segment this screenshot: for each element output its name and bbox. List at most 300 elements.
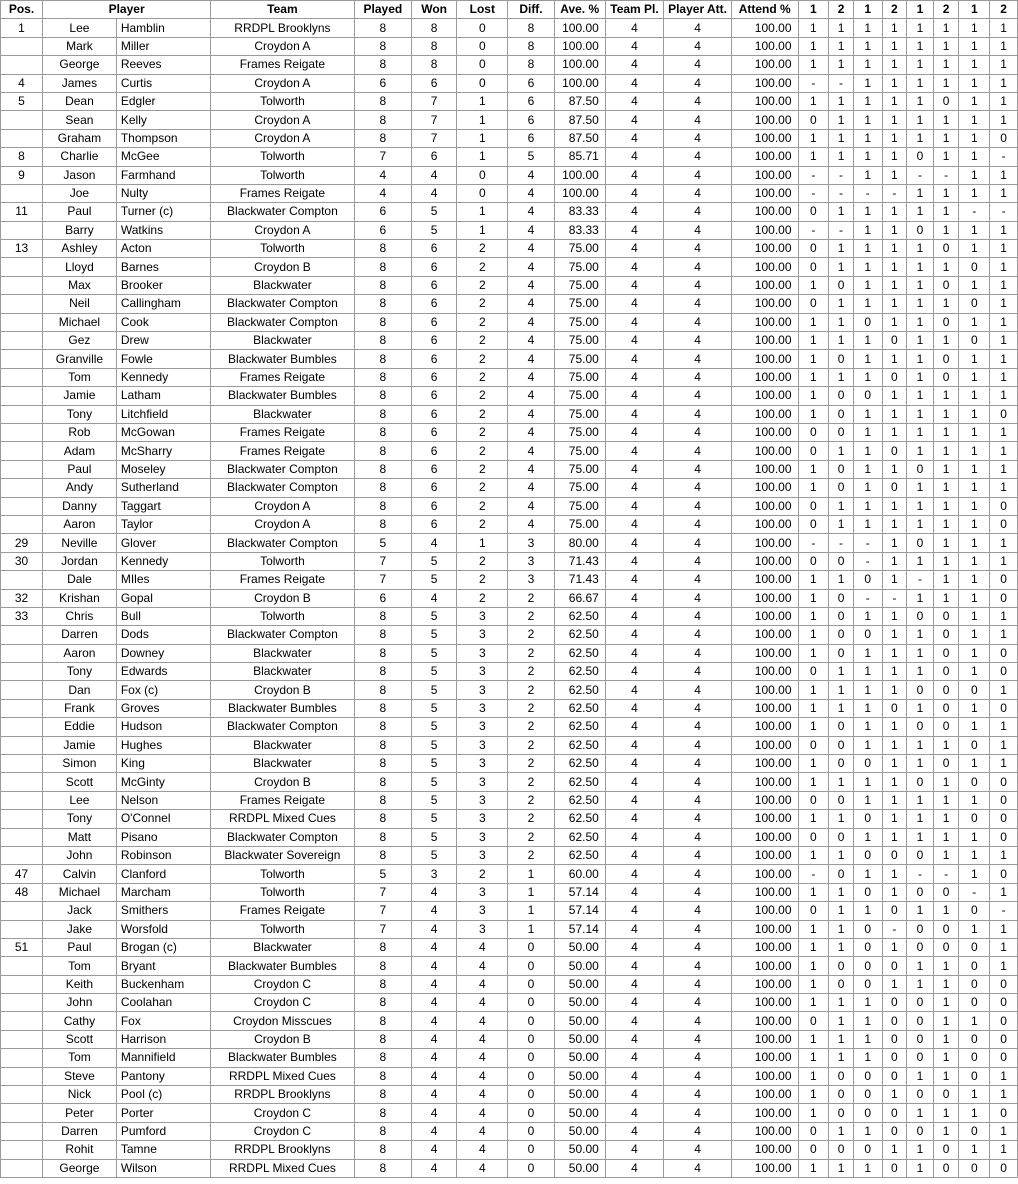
- round-result-cell: 1: [933, 497, 959, 515]
- team-pl-cell: 4: [605, 129, 663, 147]
- round-result-cell: 0: [798, 240, 829, 258]
- diff-cell: 3: [508, 534, 554, 552]
- first-name-cell: Barry: [43, 221, 117, 239]
- round-result-cell: 1: [907, 957, 934, 975]
- last-name-cell: Taylor: [116, 515, 210, 533]
- round-result-cell: 1: [829, 37, 854, 55]
- ave-cell: 75.00: [554, 387, 605, 405]
- attend-cell: 100.00: [731, 332, 798, 350]
- round-result-cell: 1: [990, 74, 1018, 92]
- team-cell: Croydon C: [211, 1122, 355, 1140]
- round-result-cell: 1: [959, 1012, 990, 1030]
- lost-cell: 2: [457, 589, 508, 607]
- played-cell: 8: [354, 111, 411, 129]
- round-result-cell: -: [990, 148, 1018, 166]
- team-cell: Tolworth: [211, 920, 355, 938]
- round-result-cell: 1: [959, 387, 990, 405]
- won-cell: 4: [412, 902, 457, 920]
- first-name-cell: Mark: [43, 37, 117, 55]
- first-name-cell: Scott: [43, 773, 117, 791]
- ave-cell: 57.14: [554, 920, 605, 938]
- team-pl-cell: 4: [605, 902, 663, 920]
- player-att-cell: 4: [664, 258, 732, 276]
- last-name-cell: Robinson: [116, 846, 210, 864]
- round-result-cell: 1: [907, 240, 934, 258]
- last-name-cell: Gopal: [116, 589, 210, 607]
- diff-cell: 4: [508, 276, 554, 294]
- team-pl-cell: 4: [605, 736, 663, 754]
- round-result-cell: 1: [907, 810, 934, 828]
- round-result-cell: 1: [798, 994, 829, 1012]
- attend-cell: 100.00: [731, 534, 798, 552]
- round-result-cell: 1: [990, 111, 1018, 129]
- pos-cell: [1, 1012, 43, 1030]
- round-result-cell: 0: [882, 994, 907, 1012]
- team-cell: Tolworth: [211, 607, 355, 625]
- round-result-cell: 1: [882, 111, 907, 129]
- played-cell: 8: [354, 56, 411, 74]
- attend-cell: 100.00: [731, 994, 798, 1012]
- ave-cell: 75.00: [554, 460, 605, 478]
- player-att-cell: 4: [664, 74, 732, 92]
- round-result-cell: 1: [990, 479, 1018, 497]
- player-att-cell: 4: [664, 773, 732, 791]
- team-cell: Croydon A: [211, 497, 355, 515]
- round-result-cell: 1: [829, 92, 854, 110]
- pos-cell: [1, 221, 43, 239]
- round-result-cell: 0: [959, 975, 990, 993]
- round-result-cell: 1: [853, 515, 882, 533]
- round-result-cell: 0: [933, 920, 959, 938]
- first-name-cell: Sean: [43, 111, 117, 129]
- round-result-cell: 1: [990, 552, 1018, 570]
- lost-cell: 2: [457, 460, 508, 478]
- team-cell: Frames Reigate: [211, 423, 355, 441]
- attend-cell: 100.00: [731, 313, 798, 331]
- lost-cell: 2: [457, 295, 508, 313]
- pos-cell: [1, 1049, 43, 1067]
- first-name-cell: James: [43, 74, 117, 92]
- team-cell: Blackwater Compton: [211, 295, 355, 313]
- team-pl-cell: 4: [605, 37, 663, 55]
- round-result-cell: 0: [829, 607, 854, 625]
- round-result-cell: 0: [829, 755, 854, 773]
- round-result-cell: 1: [829, 442, 854, 460]
- table-row: [1, 258, 1018, 276]
- round-result-cell: 0: [882, 332, 907, 350]
- team-cell: Croydon C: [211, 1104, 355, 1122]
- attend-cell: 100.00: [731, 37, 798, 55]
- won-cell: 5: [412, 773, 457, 791]
- round-result-cell: 0: [933, 92, 959, 110]
- last-name-cell: McSharry: [116, 442, 210, 460]
- last-name-cell: Nelson: [116, 791, 210, 809]
- round-result-cell: 1: [990, 56, 1018, 74]
- won-cell: 8: [412, 37, 457, 55]
- ave-cell: 87.50: [554, 129, 605, 147]
- round-result-cell: 0: [882, 1049, 907, 1067]
- round-result-cell: 1: [907, 129, 934, 147]
- last-name-cell: Callingham: [116, 295, 210, 313]
- table-row: [1, 515, 1018, 533]
- pos-cell: [1, 791, 43, 809]
- player-att-cell: 4: [664, 957, 732, 975]
- player-att-cell: 4: [664, 1122, 732, 1140]
- round-result-cell: 1: [853, 736, 882, 754]
- round-result-cell: 1: [829, 313, 854, 331]
- round-result-cell: 1: [882, 1086, 907, 1104]
- round-result-cell: 0: [882, 699, 907, 717]
- last-name-cell: Edgler: [116, 92, 210, 110]
- round-result-cell: 1: [933, 442, 959, 460]
- table-row: [1, 828, 1018, 846]
- diff-cell: 1: [508, 865, 554, 883]
- round-result-cell: 1: [959, 37, 990, 55]
- lost-cell: 4: [457, 1159, 508, 1177]
- table-row: [1, 19, 1018, 37]
- round-result-cell: 0: [798, 497, 829, 515]
- round-result-cell: 1: [853, 74, 882, 92]
- team-pl-cell: 4: [605, 276, 663, 294]
- round-result-cell: 1: [990, 368, 1018, 386]
- round-result-cell: 1: [990, 92, 1018, 110]
- team-cell: Blackwater Bumbles: [211, 957, 355, 975]
- header-attend: Attend %: [731, 1, 798, 19]
- round-result-cell: 1: [882, 166, 907, 184]
- team-cell: Tolworth: [211, 240, 355, 258]
- round-result-cell: 1: [798, 883, 829, 901]
- round-result-cell: 1: [959, 534, 990, 552]
- round-result-cell: 1: [853, 332, 882, 350]
- attend-cell: 100.00: [731, 644, 798, 662]
- table-row: [1, 74, 1018, 92]
- round-result-cell: 1: [798, 56, 829, 74]
- pos-cell: [1, 810, 43, 828]
- lost-cell: 0: [457, 184, 508, 202]
- round-result-cell: 1: [853, 865, 882, 883]
- pos-cell: 48: [1, 883, 43, 901]
- player-att-cell: 4: [664, 276, 732, 294]
- last-name-cell: Miller: [116, 37, 210, 55]
- table-row: [1, 479, 1018, 497]
- player-att-cell: 4: [664, 1030, 732, 1048]
- player-att-cell: 4: [664, 1104, 732, 1122]
- first-name-cell: Dan: [43, 681, 117, 699]
- played-cell: 8: [354, 810, 411, 828]
- diff-cell: 5: [508, 148, 554, 166]
- table-row: [1, 718, 1018, 736]
- first-name-cell: Frank: [43, 699, 117, 717]
- diff-cell: 4: [508, 515, 554, 533]
- header-round: 2: [829, 1, 854, 19]
- team-pl-cell: 4: [605, 1030, 663, 1048]
- diff-cell: 4: [508, 203, 554, 221]
- won-cell: 4: [412, 1030, 457, 1048]
- round-result-cell: 0: [829, 975, 854, 993]
- table-row: [1, 37, 1018, 55]
- round-result-cell: 1: [907, 975, 934, 993]
- diff-cell: 4: [508, 387, 554, 405]
- attend-cell: 100.00: [731, 203, 798, 221]
- player-att-cell: 4: [664, 902, 732, 920]
- attend-cell: 100.00: [731, 773, 798, 791]
- attend-cell: 100.00: [731, 1122, 798, 1140]
- attend-cell: 100.00: [731, 276, 798, 294]
- attend-cell: 100.00: [731, 56, 798, 74]
- played-cell: 8: [354, 350, 411, 368]
- team-cell: Blackwater Bumbles: [211, 350, 355, 368]
- team-cell: Blackwater: [211, 276, 355, 294]
- won-cell: 4: [412, 1067, 457, 1085]
- round-result-cell: 0: [907, 681, 934, 699]
- team-pl-cell: 4: [605, 920, 663, 938]
- round-result-cell: 1: [853, 1122, 882, 1140]
- header-round: 2: [882, 1, 907, 19]
- attend-cell: 100.00: [731, 1086, 798, 1104]
- round-result-cell: 1: [933, 19, 959, 37]
- first-name-cell: Peter: [43, 1104, 117, 1122]
- round-result-cell: 1: [990, 442, 1018, 460]
- ave-cell: 62.50: [554, 810, 605, 828]
- round-result-cell: 0: [853, 626, 882, 644]
- lost-cell: 4: [457, 994, 508, 1012]
- round-result-cell: 0: [990, 663, 1018, 681]
- team-cell: Tolworth: [211, 148, 355, 166]
- diff-cell: 4: [508, 184, 554, 202]
- attend-cell: 100.00: [731, 442, 798, 460]
- round-result-cell: 1: [829, 1122, 854, 1140]
- pos-cell: [1, 828, 43, 846]
- round-result-cell: 1: [798, 626, 829, 644]
- round-result-cell: 1: [990, 37, 1018, 55]
- attend-cell: 100.00: [731, 460, 798, 478]
- played-cell: 8: [354, 699, 411, 717]
- team-cell: Blackwater: [211, 405, 355, 423]
- table-row: [1, 607, 1018, 625]
- round-result-cell: 1: [907, 515, 934, 533]
- pos-cell: [1, 1141, 43, 1159]
- ave-cell: 50.00: [554, 975, 605, 993]
- player-att-cell: 4: [664, 607, 732, 625]
- round-result-cell: 1: [933, 810, 959, 828]
- diff-cell: 0: [508, 1049, 554, 1067]
- table-row: [1, 166, 1018, 184]
- table-row: [1, 1122, 1018, 1140]
- team-cell: Croydon C: [211, 975, 355, 993]
- won-cell: 4: [412, 1012, 457, 1030]
- header-round: 1: [853, 1, 882, 19]
- diff-cell: 6: [508, 111, 554, 129]
- ave-cell: 87.50: [554, 92, 605, 110]
- pos-cell: [1, 1159, 43, 1177]
- round-result-cell: 0: [933, 240, 959, 258]
- team-pl-cell: 4: [605, 1104, 663, 1122]
- first-name-cell: Rob: [43, 423, 117, 441]
- round-result-cell: 0: [933, 718, 959, 736]
- team-pl-cell: 4: [605, 883, 663, 901]
- played-cell: 8: [354, 258, 411, 276]
- player-att-cell: 4: [664, 92, 732, 110]
- round-result-cell: 1: [933, 902, 959, 920]
- diff-cell: 2: [508, 718, 554, 736]
- played-cell: 4: [354, 166, 411, 184]
- table-row: [1, 1030, 1018, 1048]
- first-name-cell: Joe: [43, 184, 117, 202]
- pos-cell: 29: [1, 534, 43, 552]
- first-name-cell: Dean: [43, 92, 117, 110]
- diff-cell: 2: [508, 773, 554, 791]
- diff-cell: 0: [508, 1122, 554, 1140]
- round-result-cell: 0: [990, 773, 1018, 791]
- table-row: [1, 534, 1018, 552]
- round-result-cell: 0: [933, 276, 959, 294]
- round-result-cell: 1: [853, 92, 882, 110]
- player-att-cell: 4: [664, 19, 732, 37]
- round-result-cell: 0: [853, 313, 882, 331]
- round-result-cell: 1: [990, 423, 1018, 441]
- team-cell: Blackwater Compton: [211, 203, 355, 221]
- won-cell: 5: [412, 552, 457, 570]
- lost-cell: 3: [457, 644, 508, 662]
- diff-cell: 0: [508, 938, 554, 956]
- attend-cell: 100.00: [731, 129, 798, 147]
- round-result-cell: 1: [829, 773, 854, 791]
- team-pl-cell: 4: [605, 534, 663, 552]
- ave-cell: 62.50: [554, 607, 605, 625]
- round-result-cell: 0: [907, 221, 934, 239]
- ave-cell: 100.00: [554, 166, 605, 184]
- round-result-cell: 1: [853, 1012, 882, 1030]
- ave-cell: 50.00: [554, 1122, 605, 1140]
- diff-cell: 2: [508, 681, 554, 699]
- first-name-cell: Lloyd: [43, 258, 117, 276]
- last-name-cell: Latham: [116, 387, 210, 405]
- won-cell: 6: [412, 497, 457, 515]
- round-result-cell: 1: [853, 111, 882, 129]
- attend-cell: 100.00: [731, 828, 798, 846]
- played-cell: 8: [354, 129, 411, 147]
- played-cell: 8: [354, 957, 411, 975]
- pos-cell: [1, 644, 43, 662]
- first-name-cell: Paul: [43, 460, 117, 478]
- last-name-cell: Turner (c): [116, 203, 210, 221]
- team-cell: Blackwater: [211, 736, 355, 754]
- table-body: [1, 19, 1018, 1178]
- table-row: [1, 773, 1018, 791]
- attend-cell: 100.00: [731, 571, 798, 589]
- round-result-cell: 1: [798, 938, 829, 956]
- last-name-cell: Smithers: [116, 902, 210, 920]
- pos-cell: [1, 442, 43, 460]
- round-result-cell: 1: [990, 221, 1018, 239]
- table-row: [1, 994, 1018, 1012]
- team-pl-cell: 4: [605, 957, 663, 975]
- round-result-cell: 1: [959, 755, 990, 773]
- round-result-cell: 1: [882, 718, 907, 736]
- team-pl-cell: 4: [605, 791, 663, 809]
- round-result-cell: 1: [959, 626, 990, 644]
- round-result-cell: 0: [959, 957, 990, 975]
- team-cell: Croydon B: [211, 1030, 355, 1048]
- attend-cell: 100.00: [731, 699, 798, 717]
- round-result-cell: -: [798, 184, 829, 202]
- won-cell: 6: [412, 295, 457, 313]
- lost-cell: 4: [457, 1030, 508, 1048]
- played-cell: 8: [354, 975, 411, 993]
- round-result-cell: 1: [829, 1159, 854, 1177]
- round-result-cell: 0: [990, 589, 1018, 607]
- team-cell: Tolworth: [211, 865, 355, 883]
- round-result-cell: 1: [853, 129, 882, 147]
- last-name-cell: Curtis: [116, 74, 210, 92]
- round-result-cell: 1: [907, 497, 934, 515]
- lost-cell: 1: [457, 111, 508, 129]
- round-result-cell: 1: [853, 166, 882, 184]
- team-pl-cell: 4: [605, 92, 663, 110]
- team-cell: Blackwater Bumbles: [211, 1049, 355, 1067]
- ave-cell: 50.00: [554, 1012, 605, 1030]
- lost-cell: 2: [457, 240, 508, 258]
- ave-cell: 62.50: [554, 699, 605, 717]
- player-att-cell: 4: [664, 663, 732, 681]
- diff-cell: 4: [508, 479, 554, 497]
- played-cell: 8: [354, 405, 411, 423]
- diff-cell: 0: [508, 957, 554, 975]
- ave-cell: 75.00: [554, 258, 605, 276]
- team-pl-cell: 4: [605, 828, 663, 846]
- won-cell: 3: [412, 865, 457, 883]
- first-name-cell: Darren: [43, 1122, 117, 1140]
- round-result-cell: 1: [882, 276, 907, 294]
- round-result-cell: 1: [990, 938, 1018, 956]
- lost-cell: 1: [457, 534, 508, 552]
- lost-cell: 0: [457, 74, 508, 92]
- team-cell: Blackwater Sovereign: [211, 846, 355, 864]
- player-att-cell: 4: [664, 1086, 732, 1104]
- round-result-cell: -: [959, 203, 990, 221]
- round-result-cell: 1: [798, 681, 829, 699]
- lost-cell: 2: [457, 276, 508, 294]
- won-cell: 4: [412, 938, 457, 956]
- won-cell: 4: [412, 1122, 457, 1140]
- round-result-cell: 1: [933, 203, 959, 221]
- round-result-cell: 1: [933, 295, 959, 313]
- won-cell: 5: [412, 846, 457, 864]
- round-result-cell: 1: [829, 56, 854, 74]
- lost-cell: 1: [457, 221, 508, 239]
- table-row: [1, 350, 1018, 368]
- lost-cell: 3: [457, 920, 508, 938]
- table-row: [1, 791, 1018, 809]
- round-result-cell: -: [829, 74, 854, 92]
- round-result-cell: 1: [829, 258, 854, 276]
- round-result-cell: 0: [959, 1122, 990, 1140]
- round-result-cell: 0: [907, 148, 934, 166]
- header-pos: Pos.: [1, 1, 43, 19]
- player-att-cell: 4: [664, 1141, 732, 1159]
- pos-cell: [1, 846, 43, 864]
- round-result-cell: 1: [959, 791, 990, 809]
- first-name-cell: Lee: [43, 19, 117, 37]
- player-att-cell: 4: [664, 938, 732, 956]
- round-result-cell: 0: [907, 607, 934, 625]
- player-att-cell: 4: [664, 497, 732, 515]
- round-result-cell: 0: [829, 1067, 854, 1085]
- played-cell: 6: [354, 74, 411, 92]
- played-cell: 8: [354, 828, 411, 846]
- ave-cell: 75.00: [554, 368, 605, 386]
- table-row: [1, 755, 1018, 773]
